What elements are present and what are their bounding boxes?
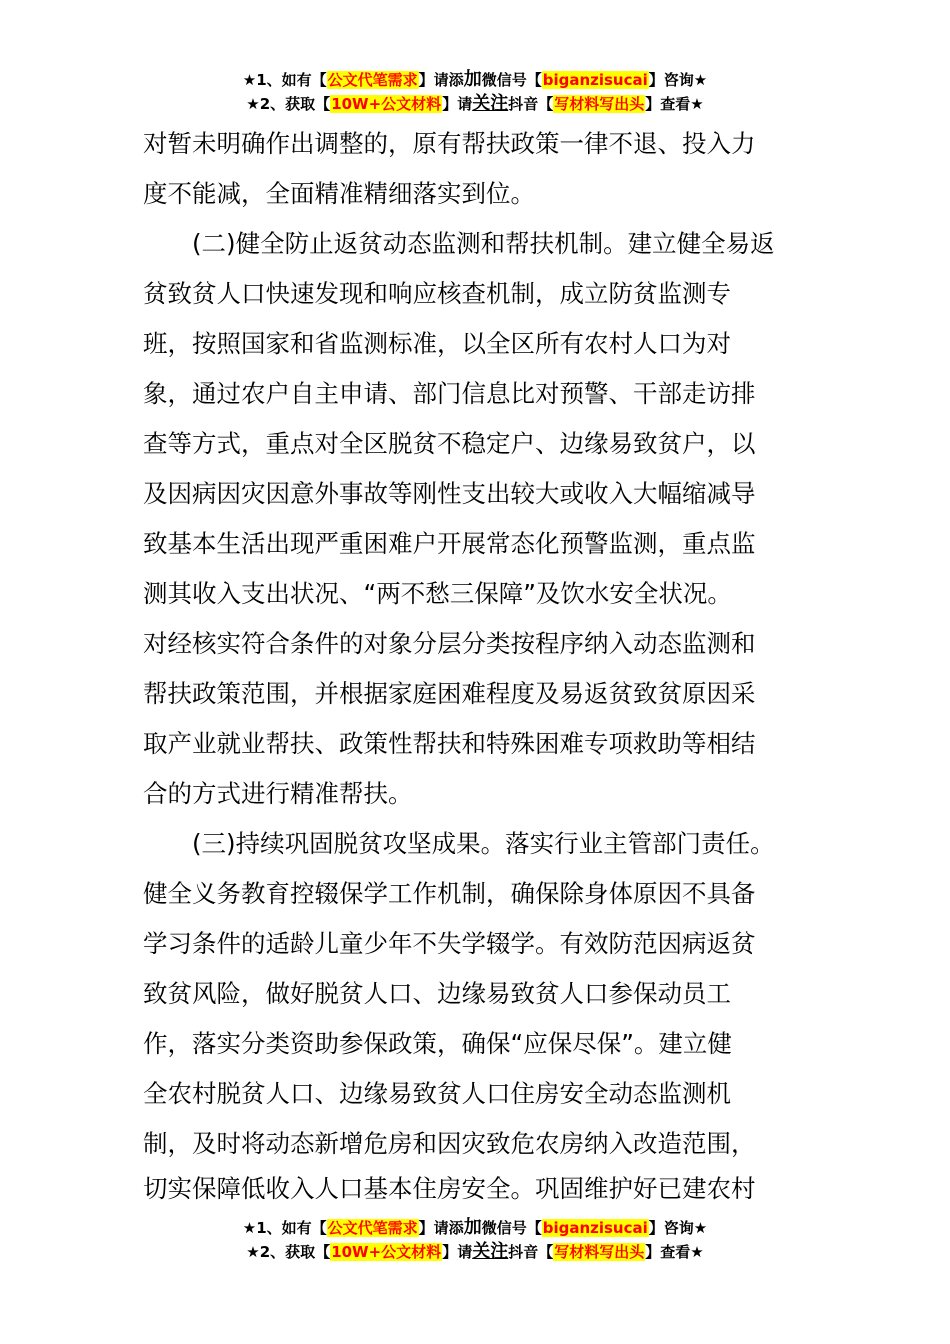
body-line: 班，按照国家和省监测标准，以全区所有农村人口为对 [143,329,731,358]
promo-2-prefix: ★2、获取【 [246,95,331,113]
promo-line-2 [0,92,950,116]
promo-2-highlight-materials: 10W+公文材料 [331,1243,442,1261]
body-line: 象，通过农户自主申请、部门信息比对预警、干部走访排 [143,379,756,408]
promo-1-emphasis: 加 [463,1217,482,1238]
bottom-promo-banner [0,1216,950,1264]
promo-1-highlight-wechat: biganzisucai [542,71,648,89]
body-line: 及因病因灾因意外事故等刚性支出较大或收入大幅缩减导 [143,479,756,508]
promo-2-suffix: 】查看★ [645,1243,704,1261]
body-line: 取产业就业帮扶、政策性帮扶和特殊困难专项救助等相结 [143,729,756,758]
promo-1-highlight-service: 公文代笔需求 [327,1219,418,1237]
body-line: 帮扶政策范围，并根据家庭困难程度及易返贫致贫原因采 [143,679,756,708]
promo-1-emphasis: 加 [463,69,482,90]
body-line: 健全义务教育控辍保学工作机制，确保除身体原因不具备 [143,879,756,908]
promo-1-prefix: ★1、如有【 [242,71,327,89]
body-line: 全农村脱贫人口、边缘易致贫人口住房安全动态监测机 [143,1079,731,1108]
promo-2-highlight-douyin: 写材料写出头 [554,1243,645,1261]
promo-1-mid1: 】请添 [418,71,464,89]
promo-1-suffix: 】咨询★ [648,71,708,89]
promo-2-highlight-materials: 10W+公文材料 [331,95,442,113]
body-line: 切实保障低收入人口基本住房安全。巩固维护好已建农村 [143,1174,756,1203]
promo-2-highlight-douyin: 写材料写出头 [554,95,645,113]
body-line: (三)持续巩固脱贫攻坚成果。落实行业主管部门责任。 [143,829,775,858]
promo-2-mid2: 抖音【 [508,95,554,113]
body-line: 学习条件的适龄儿童少年不失学辍学。有效防范因病返贫 [143,929,756,958]
top-promo-banner [0,68,950,116]
promo-2-mid1: 】请 [442,95,473,113]
body-line: 合的方式进行精准帮扶。 [143,779,413,808]
promo-line-2 [0,1240,950,1264]
promo-1-highlight-service: 公文代笔需求 [327,71,418,89]
promo-2-emphasis: 关注 [472,1241,509,1262]
body-line: 对暂未明确作出调整的，原有帮扶政策一律不退、投入力 [143,129,756,158]
body-line: 制，及时将动态新增危房和因灾致危农房纳入改造范围， [143,1129,756,1158]
promo-1-suffix: 】咨询★ [648,1219,708,1237]
promo-2-mid1: 】请 [442,1243,473,1261]
promo-1-mid2: 微信号【 [481,1219,542,1237]
body-line: 贫致贫人口快速发现和响应核查机制，成立防贫监测专 [143,279,731,308]
body-line: 测其收入支出状况、“两不愁三保障”及饮水安全状况。 [143,579,732,608]
promo-1-mid1: 】请添 [418,1219,464,1237]
promo-2-mid2: 抖音【 [508,1243,554,1261]
body-line: 致贫风险，做好脱贫人口、边缘易致贫人口参保动员工 [143,979,731,1008]
promo-line-1 [0,68,950,92]
body-line: 度不能减，全面精准精细落实到位。 [143,179,535,208]
body-line: 对经核实符合条件的对象分层分类按程序纳入动态监测和 [143,629,756,658]
body-line: 查等方式，重点对全区脱贫不稳定户、边缘易致贫户，以 [143,429,756,458]
body-line: 作，落实分类资助参保政策，确保“应保尽保”。建立健 [143,1029,732,1058]
promo-2-emphasis: 关注 [472,93,509,114]
promo-2-prefix: ★2、获取【 [246,1243,331,1261]
promo-1-mid2: 微信号【 [481,71,542,89]
promo-2-suffix: 】查看★ [645,95,704,113]
promo-1-prefix: ★1、如有【 [242,1219,327,1237]
body-line: 致基本生活出现严重困难户开展常态化预警监测，重点监 [143,529,756,558]
promo-line-1 [0,1216,950,1240]
promo-1-highlight-wechat: biganzisucai [542,1219,648,1237]
body-line: (二)健全防止返贫动态监测和帮扶机制。建立健全易返 [143,229,775,258]
